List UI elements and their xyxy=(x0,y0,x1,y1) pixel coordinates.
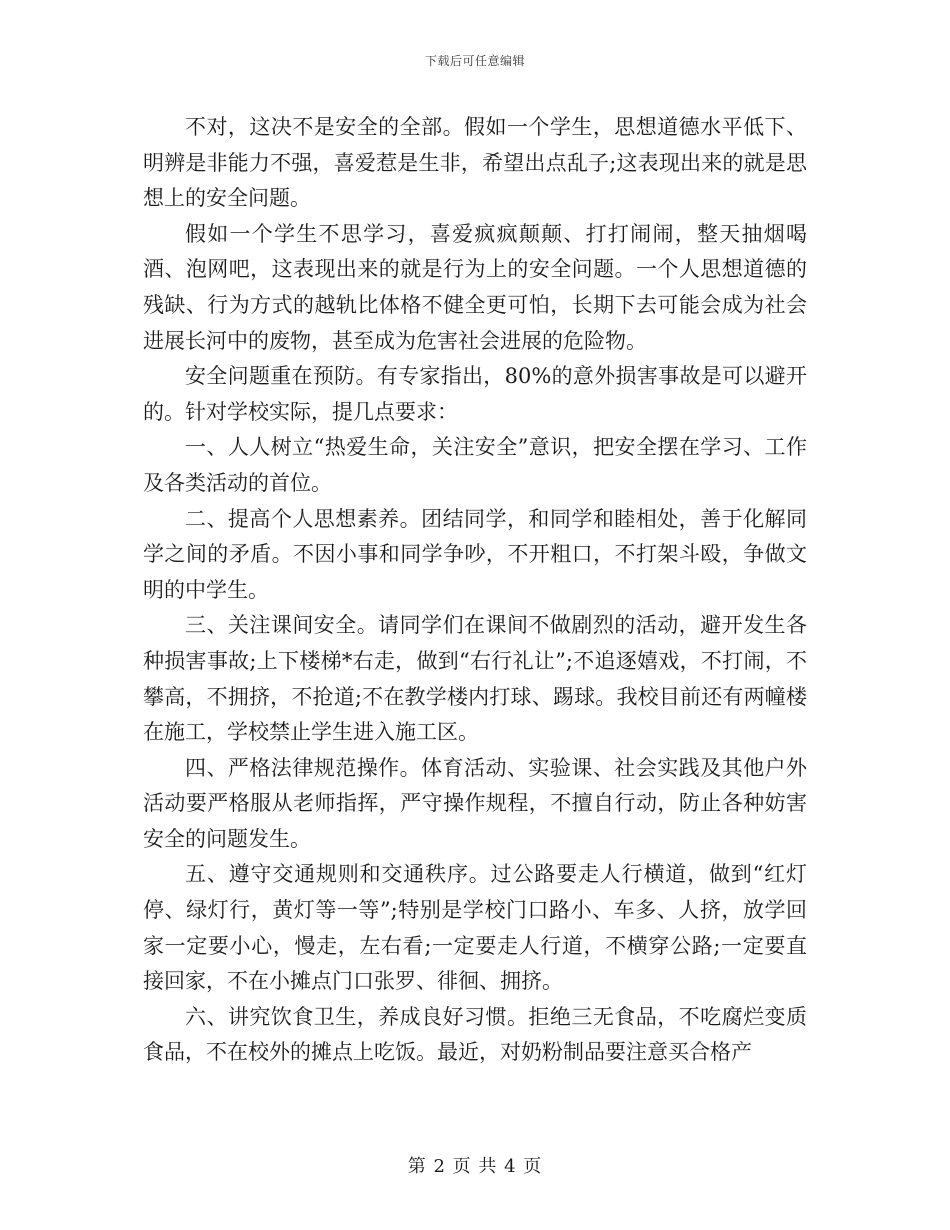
paragraph: 五、遵守交通规则和交通秩序。过公路要走人行横道，做到“红灯停、绿灯行，黄灯等一等”;特别是学校门口路小、车多、人挤，放学回家一定要小心，慢走，左右看;一定要走人行道，不横穿公路;一定要直接回家，不在小摊点门口张罗、徘徊、拥挤。 xyxy=(143,862,807,994)
paragraph: 四、严格法律规范操作。体育活动、实验课、社会实践及其他户外活动要严格服从老师指挥，严守操作规程，不擅自行动，防止各种妨害安全的问题发生。 xyxy=(143,755,807,851)
paragraph: 假如一个学生不思学习，喜爱疯疯颠颠、打打闹闹，整天抽烟喝酒、泡网吧，这表现出来的就是行为上的安全问题。一个人思想道德的残缺、行为方式的越轨比体格不健全更可怕，长期下去可能会成为社会进展长河中的废物，甚至成为危害社会进展的危险物。 xyxy=(143,221,807,353)
paragraph: 一、人人树立“热爱生命，关注安全”意识，把安全摆在学习、工作及各类活动的首位。 xyxy=(143,435,807,495)
paragraph: 安全问题重在预防。有专家指出，80%的意外损害事故是可以避开的。针对学校实际，提几点要求： xyxy=(143,364,807,424)
paragraph: 三、关注课间安全。请同学们在课间不做剧烈的活动，避开发生各种损害事故;上下楼梯*右走，做到“右行礼让”;不追逐嬉戏，不打闹，不攀高，不拥挤，不抢道;不在教学楼内打球、踢球。我校目前还有两幢楼在施工，学校禁止学生进入施工区。 xyxy=(143,613,807,745)
page-footer: 第 2 页 共 4 页 xyxy=(407,1156,543,1177)
document-body xyxy=(143,110,807,1071)
paragraph: 不对，这决不是安全的全部。假如一个学生，思想道德水平低下、明辨是非能力不强，喜爱惹是生非，希望出点乱子;这表现出来的就是思想上的安全问题。 xyxy=(143,115,807,211)
page-header: 下载后可任意编辑 xyxy=(424,54,525,68)
paragraph: 二、提高个人思想素养。团结同学，和同学和睦相处，善于化解同学之间的矛盾。不因小事和同学争吵，不开粗口，不打架斗殴，争做文明的中学生。 xyxy=(143,506,807,602)
paragraph: 六、讲究饮食卫生，养成良好习惯。拒绝三无食品，不吃腐烂变质食品，不在校外的摊点上吃饭。最近，对奶粉制品要注意买合格产 xyxy=(143,1004,807,1065)
